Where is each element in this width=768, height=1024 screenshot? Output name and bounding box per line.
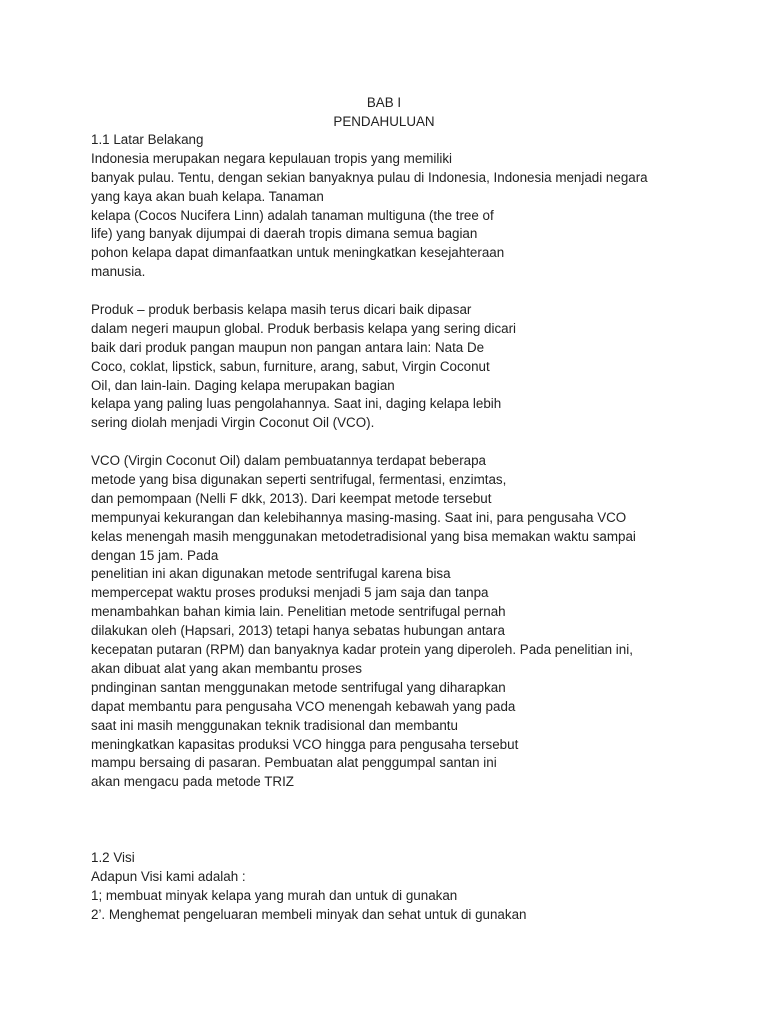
chapter-number: BAB I [366,95,402,110]
paragraph-line: dalam negeri maupun global. Produk berbasis kelapa yang sering dicari [91,320,517,336]
section-gap [91,792,751,849]
paragraph-line: meningkatkan kapasitas produksi VCO hingga para pengusaha tersebut [91,736,519,752]
chapter-title: PENDAHULUAN [333,114,435,129]
paragraph-line: banyak pulau. Tentu, dengan sekian banyaknya pulau di Indonesia, Indonesia menjadi negara [91,169,648,185]
paragraph-line: yang kaya akan buah kelapa. Tanaman [91,188,324,204]
paragraph-3 [91,452,751,792]
paragraph-line: dilakukan oleh (Hapsari, 2013) tetapi hanya sebatas hubungan antara [91,623,505,639]
visi-item: 1; membuat minyak kelapa yang murah dan untuk di gunakan [91,887,458,903]
paragraph-line: dapat membantu para pengusaha VCO menengah kebawah yang pada [91,698,516,714]
paragraph-line: pndinginan santan menggunakan metode sentrifugal yang diharapkan [91,679,506,695]
paragraph-2 [91,301,751,433]
paragraph-line: penelitian ini akan digunakan metode sentrifugal karena bisa [91,566,451,582]
paragraph-line: kelapa yang paling luas pengolahannya. Saat ini, daging kelapa lebih [91,396,502,412]
paragraph-line: kecepatan putaran (RPM) dan banyaknya kadar protein yang diperoleh. Pada penelitian ini, [91,642,633,658]
section-title-latar-belakang: 1.1 Latar Belakang [91,132,204,147]
chapter-heading [0,93,768,131]
paragraph-line: manusia. [91,264,146,280]
paragraph-line: Indonesia merupakan negara kepulauan tropis yang memiliki [91,150,453,166]
paragraph-line: dengan 15 jam. Pada [91,547,219,563]
paragraph-line: dan pemompaan (Nelli F dkk, 2013). Dari keempat metode tersebut [91,490,492,506]
paragraph-line: kelas menengah masih menggunakan metodetradisional yang bisa memakan waktu sampai [91,528,636,544]
visi-item: 2’. Menghemat pengeluaran membeli minyak dan sehat untuk di gunakan [91,906,527,922]
visi-intro: Adapun Visi kami adalah : [91,868,246,884]
paragraph-line: saat ini masih menggunakan teknik tradisional dan membantu [91,717,458,733]
paragraph-1 [91,150,751,282]
paragraph-line: Oil, dan lain-lain. Daging kelapa merupakan bagian [91,377,395,393]
paragraph-line: life) yang banyak dijumpai di daerah tropis dimana semua bagian [91,226,478,242]
paragraph-line: Coco, coklat, lipstick, sabun, furniture, arang, sabut, Virgin Coconut [91,358,490,374]
visi-list [91,887,751,925]
document-body [91,131,751,924]
section-title-visi: 1.2 Visi [91,849,135,865]
paragraph-line: sering diolah menjadi Virgin Coconut Oil (VCO). [91,415,375,431]
paragraph-line: mampu bersaing di pasaran. Pembuatan alat penggumpal santan ini [91,755,497,771]
paragraph-line: mempunyai kekurangan dan kelebihannya masing-masing. Saat ini, para pengusaha VCO [91,509,627,525]
paragraph-gap [91,282,751,301]
paragraph-line: baik dari produk pangan maupun non pangan antara lain: Nata De [91,339,485,355]
paragraph-gap [91,433,751,452]
paragraph-line: akan dibuat alat yang akan membantu proses [91,660,362,676]
paragraph-line: metode yang bisa digunakan seperti sentrifugal, fermentasi, enzimtas, [91,472,507,488]
paragraph-line: VCO (Virgin Coconut Oil) dalam pembuatannya terdapat beberapa [91,453,487,469]
paragraph-line: akan mengacu pada metode TRIZ [91,774,294,790]
paragraph-line: mempercepat waktu proses produksi menjadi 5 jam saja dan tanpa [91,585,489,601]
paragraph-line: menambahkan bahan kimia lain. Penelitian metode sentrifugal pernah [91,604,506,620]
paragraph-line: Produk – produk berbasis kelapa masih terus dicari baik dipasar [91,302,472,318]
paragraph-line: pohon kelapa dapat dimanfaatkan untuk meningkatkan kesejahteraan [91,245,505,261]
paragraph-line: kelapa (Cocos Nucifera Linn) adalah tanaman multiguna (the tree of [91,207,494,223]
